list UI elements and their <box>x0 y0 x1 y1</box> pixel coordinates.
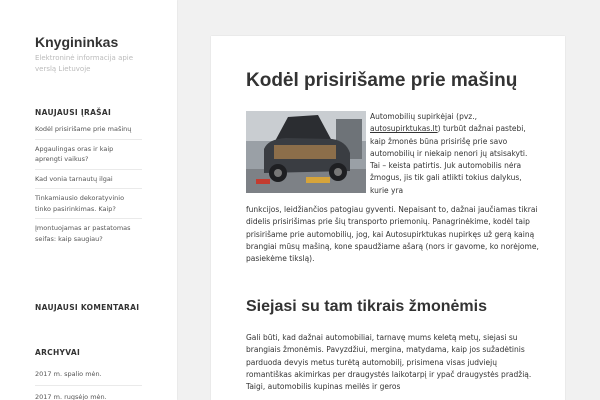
section-heading: Siejasi su tam tikrais žmonėmis <box>246 298 487 315</box>
archives-list <box>35 369 142 400</box>
site-description: Elektroninė informacija apie verslą Lietuvoje <box>35 54 134 73</box>
recent-posts-list <box>35 124 142 248</box>
article-paragraph-2: Gali būti, kad dažnai automobiliai, tarnavę mums keletą metų, siejasi su brangiais žmonėmis. Pavyzdžiui, mergina, matydama, kaip jos sužadėtinis parduoda devyis metus turėtą automobilį, prisimena visas judviejų romantiškas akimirkas per draugystės laikotarpį ir ypač draugystės pradžią. Taigi, automobilis kupinas meilės ir geros <box>246 333 532 392</box>
archives-title: ARCHYVAI <box>35 348 81 357</box>
article-paragraph-1 <box>370 111 535 197</box>
recent-post-link[interactable]: Kad vonia tarnautų ilgai <box>35 170 142 190</box>
paragraph-text: ) turbūt dažnai pastebi, kaip žmonės būna prisirišę prie savo automobilių ir niekaip nenori jų atsisakyti. Tai – keista patirtis. Juk automobilis nėra žmogus, jis tik gali atlikti tokius dalykus, kurie yra <box>370 124 528 195</box>
recent-post-link[interactable]: Kodėl prisirišame prie mašinų <box>35 124 142 140</box>
article-title[interactable]: Kodėl prisirišame prie mašinų <box>246 70 518 91</box>
sidebar <box>0 0 177 400</box>
article-paragraph-1-continued: funkcijos, leidžiančios patogiau gyventi. Nepaisant to, dažnai jaučiamas tikrai didelis prisirišimas prie šių transporto priemonių. Panagrinėkime, kodėl taip prisirišame prie automobilių, jog, kai Autosupirktukas nupirkęs už gerą kainą brangiai mūsų mašiną, kone spaudžiame ašarą (nors ir gavome, ko norėjome, pasiekėme tikslą). <box>246 205 539 264</box>
paragraph-text: Automobilių supirkėjai (pvz., <box>370 112 477 121</box>
recent-comments-title: NAUJAUSI KOMENTARAI <box>35 303 140 312</box>
recent-post-link[interactable]: Tinkamiausio dekoratyvinio tinko pasirinkimas. Kaip? <box>35 189 142 219</box>
archive-link[interactable]: 2017 m. rugsėjo mėn. <box>35 392 142 400</box>
recent-post-link[interactable]: Apgaulingas oras ir kaip aprengti vaikus? <box>35 140 142 170</box>
autosupirktukas-link[interactable]: autosupirktukas.lt <box>370 124 438 134</box>
featured-image-car <box>246 111 366 193</box>
article <box>211 36 565 400</box>
archive-link[interactable]: 2017 m. spalio mėn. <box>35 369 142 386</box>
site-title[interactable]: Knygininkas <box>35 34 119 50</box>
recent-post-link[interactable]: Įmontuojamas ar pastatomas seifas: kaip saugiau? <box>35 224 131 243</box>
recent-posts-title: NAUJAUSI ĮRAŠAI <box>35 108 112 117</box>
